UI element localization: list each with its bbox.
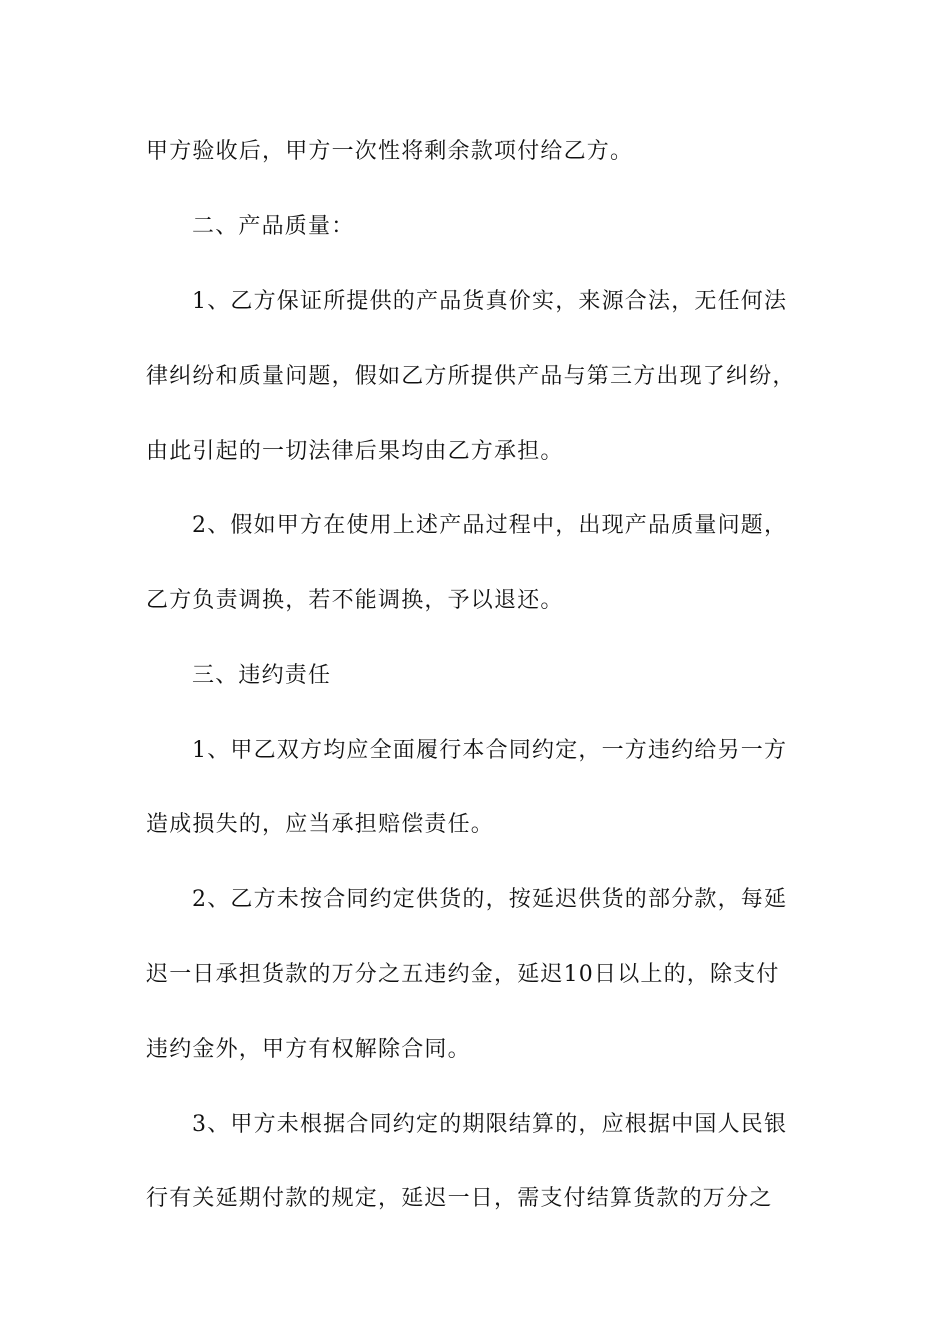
text-line: 甲方验收后，甲方一次性将剩余款项付给乙方。	[146, 139, 634, 164]
text-line: 2、假如甲方在使用上述产品过程中，出现产品质量问题，	[192, 513, 788, 538]
text-line: 由此引起的一切法律后果均由乙方承担。	[146, 439, 564, 464]
section-heading-breach-liability: 三、违约责任	[192, 663, 332, 688]
text-line: 迟一日承担货款的万分之五违约金，延迟10日以上的，除支付	[146, 962, 780, 987]
text-line: 3、甲方未根据合同约定的期限结算的，应根据中国人民银	[192, 1112, 788, 1137]
text-line: 违约金外，甲方有权解除合同。	[146, 1037, 471, 1062]
text-line: 1、乙方保证所提供的产品货真价实，来源合法，无任何法	[192, 289, 788, 314]
text-line: 1、甲乙双方均应全面履行本合同约定，一方违约给另一方	[192, 738, 788, 763]
text-line: 乙方负责调换，若不能调换，予以退还。	[146, 588, 564, 613]
text-line: 2、乙方未按合同约定供货的，按延迟供货的部分款，每延	[192, 887, 788, 912]
text-line: 造成损失的，应当承担赔偿责任。	[146, 812, 495, 837]
text-line: 律纠纷和质量问题，假如乙方所提供产品与第三方出现了纠纷，	[146, 364, 796, 389]
text-line: 行有关延期付款的规定，延迟一日，需支付结算货款的万分之	[146, 1186, 773, 1211]
section-heading-product-quality: 二、产品质量：	[192, 214, 355, 239]
